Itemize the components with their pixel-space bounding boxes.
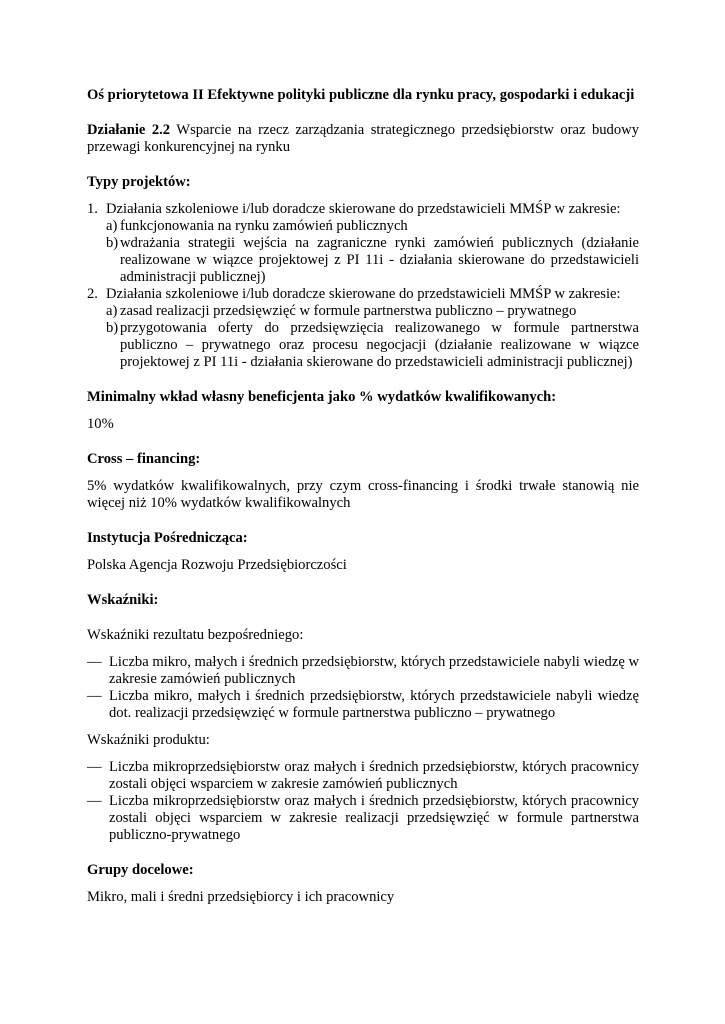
dash-bullet: —: [87, 654, 102, 670]
sub-list-item: [87, 218, 639, 235]
list-item-text: Liczba mikro, małych i średnich przedsiębiorstw, których przedstawiciele nabyli wiedzę w zakresie zamówień publicznych: [109, 654, 639, 687]
result-indicators-list: [87, 654, 639, 722]
indicators-title: Wskaźniki:: [87, 592, 159, 608]
action-label: Działanie 2.2: [87, 122, 171, 138]
list-item: [87, 201, 639, 218]
min-contribution-value: 10%: [87, 416, 114, 432]
list-item: [87, 654, 639, 688]
sub-list-item: [87, 235, 639, 286]
sub-list-letter: b): [106, 320, 119, 336]
result-indicators-title: Wskaźniki rezultatu bezpośredniego:: [87, 627, 304, 643]
list-number: 1.: [87, 201, 98, 217]
cross-financing-title: Cross – financing:: [87, 451, 201, 467]
project-types-list: [87, 201, 639, 371]
list-number: 2.: [87, 286, 98, 302]
intermediate-institution-value: Polska Agencja Rozwoju Przedsiębiorczości: [87, 557, 347, 573]
sub-list-item: [87, 320, 639, 371]
priority-axis-heading: Oś priorytetowa II Efektywne polityki publiczne dla rynku pracy, gospodarki i edukacji: [87, 87, 635, 103]
intermediate-institution-title: Instytucja Pośrednicząca:: [87, 530, 248, 546]
sub-list-item-text: wdrażania strategii wejścia na zagraniczne rynki zamówień publicznych (działanie realizowane w wiązce projektowej z PI 11i - działania skierowane do przedstawicieli administracji publicznej): [120, 235, 639, 285]
sub-list-item-text: zasad realizacji przedsięwzięć w formule partnerstwa publiczno – prywatnego: [120, 303, 577, 319]
list-item: [87, 793, 639, 844]
action-text: Wsparcie na rzecz zarządzania strategicznego przedsiębiorstw oraz budowy przewagi konkurencyjnej na rynku: [87, 122, 639, 155]
sub-list-item-text: przygotowania oferty do przedsięwzięcia realizowanego w formule partnerstwa publiczno – prywatnego oraz procesu negocjacji (działanie realizowane w wiązce projektowej z PI 11i - działania skierowane do przedstawicieli administracji publicznej): [120, 320, 639, 370]
sub-list-item-text: funkcjonowania na rynku zamówień publicznych: [120, 218, 408, 234]
document-page: [87, 87, 639, 906]
list-item: [87, 759, 639, 793]
product-indicators-list: [87, 759, 639, 844]
cross-financing-text: 5% wydatków kwalifikowalnych, przy czym cross-financing i środki trwałe stanowią nie więcej niż 10% wydatków kwalifikowalnych: [87, 478, 639, 511]
target-groups-title: Grupy docelowe:: [87, 862, 194, 878]
list-item-text: Działania szkoleniowe i/lub doradcze skierowane do przedstawicieli MMŚP w zakresie:: [106, 201, 621, 217]
dash-bullet: —: [87, 793, 102, 809]
sub-list-letter: a): [106, 218, 118, 234]
sub-list-letter: b): [106, 235, 119, 251]
list-item: [87, 286, 639, 303]
project-types-title: Typy projektów:: [87, 174, 191, 190]
sub-list-item: [87, 303, 639, 320]
list-item-text: Liczba mikro, małych i średnich przedsiębiorstw, których przedstawiciele nabyli wiedzę dot. realizacji przedsięwzięć w formule partnerstwa publiczno – prywatnego: [109, 688, 639, 721]
sub-list-letter: a): [106, 303, 118, 319]
list-item-text: Liczba mikroprzedsiębiorstw oraz małych i średnich przedsiębiorstw, których pracownicy zostali objęci wsparciem w zakresie realizacji przedsięwzięć w formule partnerstwa publiczno-prywatnego: [109, 793, 639, 843]
target-groups-value: Mikro, mali i średni przedsiębiorcy i ich pracownicy: [87, 889, 395, 905]
list-item-text: Liczba mikroprzedsiębiorstw oraz małych i średnich przedsiębiorstw, których pracownicy zostali objęci wsparciem w zakresie zamówień publicznych: [109, 759, 639, 792]
list-item: [87, 688, 639, 722]
list-item-text: Działania szkoleniowe i/lub doradcze skierowane do przedstawicieli MMŚP w zakresie:: [106, 286, 621, 302]
action-paragraph: [87, 122, 639, 156]
min-contribution-title: Minimalny wkład własny beneficjenta jako % wydatków kwalifikowanych:: [87, 389, 557, 405]
dash-bullet: —: [87, 688, 102, 704]
dash-bullet: —: [87, 759, 102, 775]
product-indicators-title: Wskaźniki produktu:: [87, 732, 210, 748]
